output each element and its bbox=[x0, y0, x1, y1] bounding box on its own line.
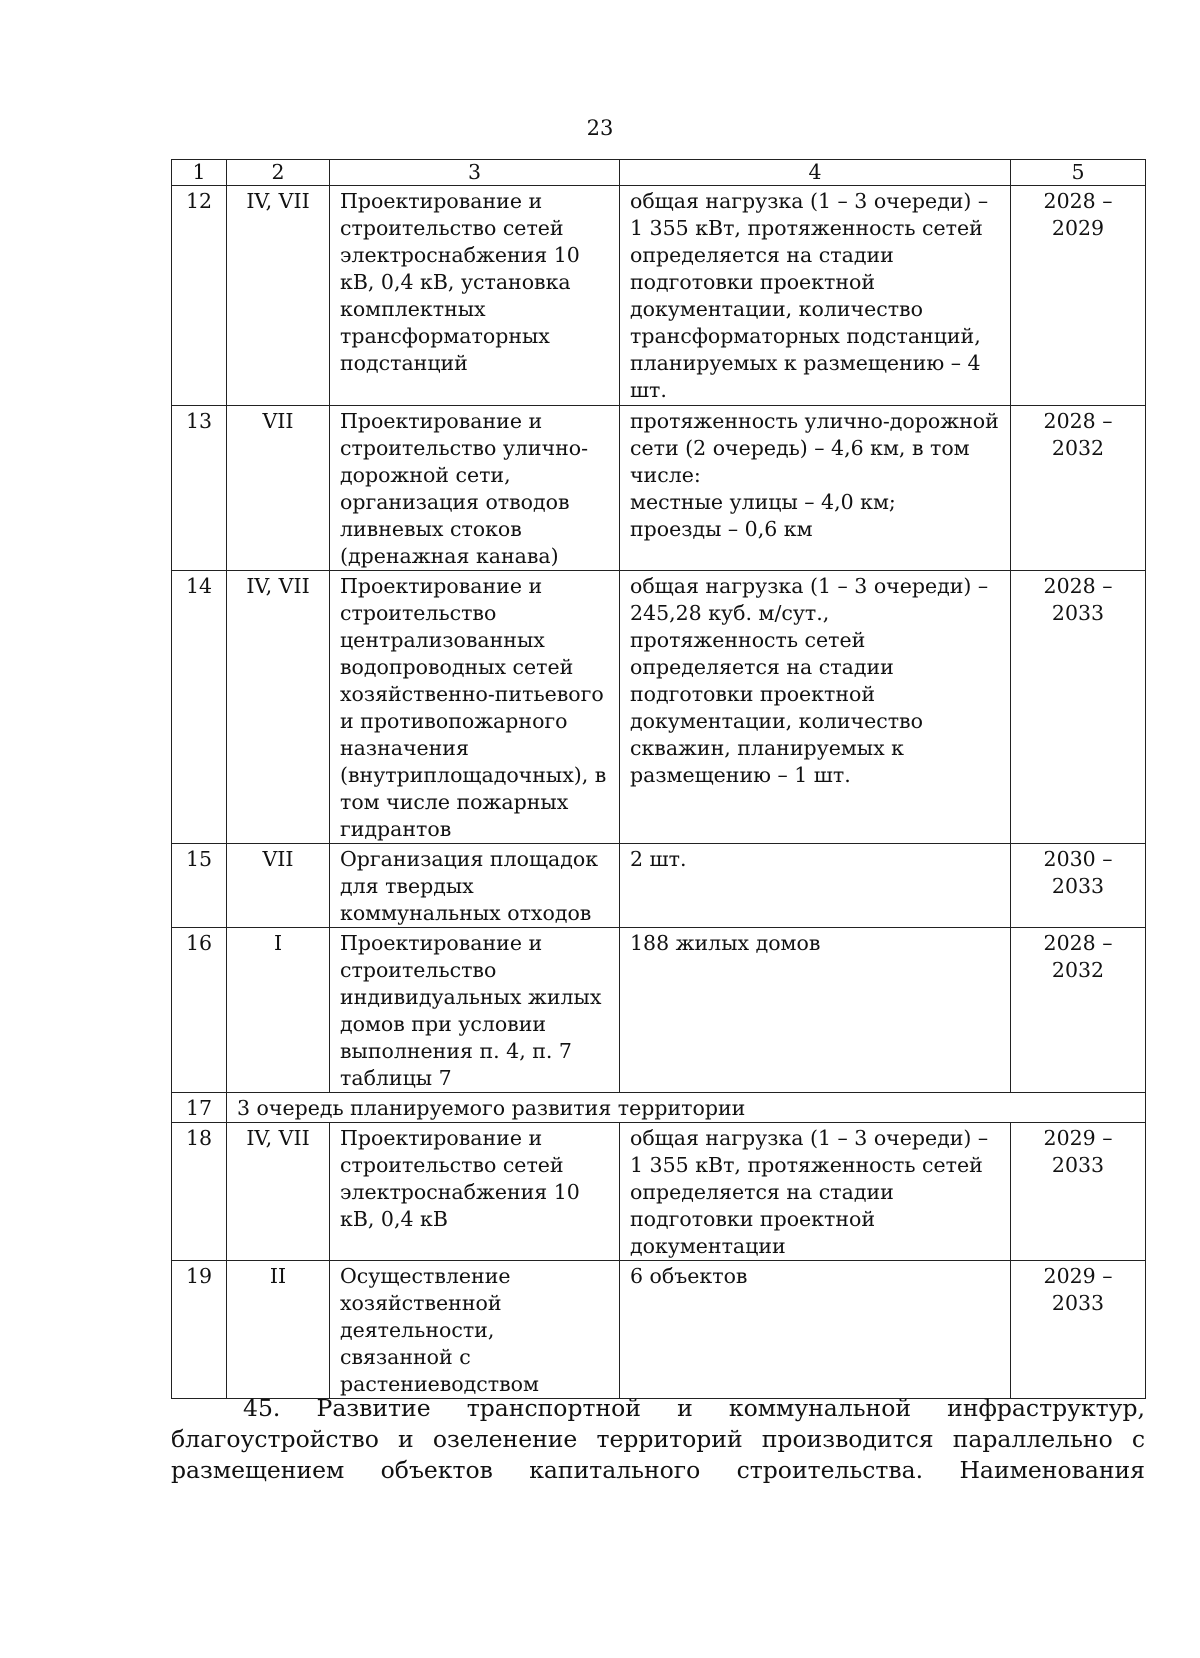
table-header-row bbox=[172, 160, 1146, 186]
table-row bbox=[172, 844, 1146, 928]
zone-cell: VII bbox=[227, 406, 330, 571]
row-number: 13 bbox=[172, 406, 227, 571]
indicator-text: протяженность улично-дорожной сети (2 очередь) – 4,6 км, в том числе: bbox=[630, 409, 999, 487]
indicator-line: местные улицы – 4,0 км; bbox=[630, 490, 896, 514]
table-row bbox=[172, 1123, 1146, 1261]
row-number: 12 bbox=[172, 186, 227, 406]
zone-cell: II bbox=[227, 1261, 330, 1399]
header-cell: 5 bbox=[1011, 160, 1146, 186]
table-row bbox=[172, 1261, 1146, 1399]
body-paragraph bbox=[171, 1393, 1145, 1486]
event-cell: Проектирование и строительство сетей электроснабжения 10 кВ, 0,4 кВ, установка комплектных трансформаторных подстанций bbox=[330, 186, 620, 406]
years-cell: 2030 – 2033 bbox=[1011, 844, 1146, 928]
header-cell: 2 bbox=[227, 160, 330, 186]
zone-cell: IV, VII bbox=[227, 1123, 330, 1261]
zone-cell: I bbox=[227, 928, 330, 1093]
years-cell: 2028 – 2032 bbox=[1011, 406, 1146, 571]
row-number: 14 bbox=[172, 571, 227, 844]
event-cell: Проектирование и строительство улично-дорожной сети, организация отводов ливневых стоков (дренажная канава) bbox=[330, 406, 620, 571]
years-cell: 2028 – 2033 bbox=[1011, 571, 1146, 844]
row-number: 16 bbox=[172, 928, 227, 1093]
indicator-cell: общая нагрузка (1 – 3 очереди) – 245,28 куб. м/сут., протяженность сетей определяется на стадии подготовки проектной документации, количество скважин, планируемых к размещению – 1 шт. bbox=[620, 571, 1011, 844]
row-number: 15 bbox=[172, 844, 227, 928]
zone-cell: IV, VII bbox=[227, 186, 330, 406]
years-cell: 2029 – 2033 bbox=[1011, 1123, 1146, 1261]
event-cell: Проектирование и строительство индивидуальных жилых домов при условии выполнения п. 4, п. 7 таблицы 7 bbox=[330, 928, 620, 1093]
page-number: 23 bbox=[586, 116, 614, 140]
indicator-line: проезды – 0,6 км bbox=[630, 517, 813, 541]
row-number: 17 bbox=[172, 1093, 227, 1123]
header-cell: 3 bbox=[330, 160, 620, 186]
section-row bbox=[172, 1093, 1146, 1123]
table-row bbox=[172, 186, 1146, 406]
table-row bbox=[172, 406, 1146, 571]
header-cell: 4 bbox=[620, 160, 1011, 186]
zone-cell: IV, VII bbox=[227, 571, 330, 844]
event-cell: Проектирование и строительство сетей электроснабжения 10 кВ, 0,4 кВ bbox=[330, 1123, 620, 1261]
paragraph-text: 45. Развитие транспортной и коммунальной инфраструктур, благоустройство и озеленение территорий производится параллельно с размещением объектов капитального строительства. Наименования bbox=[171, 1394, 1145, 1484]
years-cell: 2028 – 2029 bbox=[1011, 186, 1146, 406]
indicator-cell: 188 жилых домов bbox=[620, 928, 1011, 1093]
zone-cell: VII bbox=[227, 844, 330, 928]
table-row bbox=[172, 928, 1146, 1093]
section-title: 3 очередь планируемого развития территории bbox=[227, 1093, 1146, 1123]
header-cell: 1 bbox=[172, 160, 227, 186]
event-cell: Осуществление хозяйственной деятельности, связанной с растениеводством bbox=[330, 1261, 620, 1399]
development-plan-table bbox=[171, 159, 1146, 1399]
row-number: 19 bbox=[172, 1261, 227, 1399]
years-cell: 2028 – 2032 bbox=[1011, 928, 1146, 1093]
row-number: 18 bbox=[172, 1123, 227, 1261]
years-cell: 2029 – 2033 bbox=[1011, 1261, 1146, 1399]
indicator-cell: 6 объектов bbox=[620, 1261, 1011, 1399]
indicator-cell bbox=[620, 406, 1011, 571]
indicator-cell: 2 шт. bbox=[620, 844, 1011, 928]
indicator-cell: общая нагрузка (1 – 3 очереди) – 1 355 кВт, протяженность сетей определяется на стадии подготовки проектной документации bbox=[620, 1123, 1011, 1261]
table-row bbox=[172, 571, 1146, 844]
indicator-cell: общая нагрузка (1 – 3 очереди) – 1 355 кВт, протяженность сетей определяется на стадии подготовки проектной документации, количество трансформаторных подстанций, планируемых к размещению – 4 шт. bbox=[620, 186, 1011, 406]
event-cell: Организация площадок для твердых коммунальных отходов bbox=[330, 844, 620, 928]
event-cell: Проектирование и строительство централизованных водопроводных сетей хозяйственно-питьевого и противопожарного назначения (внутриплощадочных), в том числе пожарных гидрантов bbox=[330, 571, 620, 844]
